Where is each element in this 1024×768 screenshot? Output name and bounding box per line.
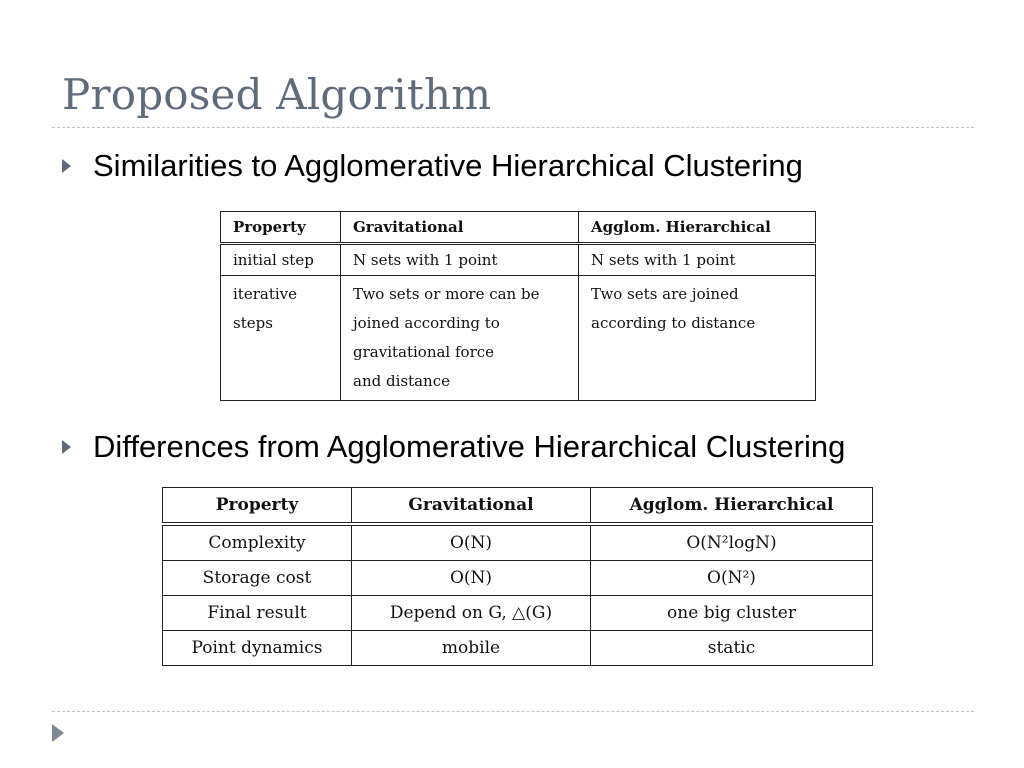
cell-agglomerative: O(N²logN) [591, 524, 873, 561]
cell-property: Complexity [163, 524, 352, 561]
table-row [163, 596, 873, 631]
header-property: Property [221, 212, 341, 244]
table-row [163, 524, 873, 561]
bullet-similarities [62, 148, 803, 184]
cell-property: iterative steps [221, 276, 341, 401]
cell-gravitational: O(N) [352, 561, 591, 596]
cell-agglomerative: O(N²) [591, 561, 873, 596]
triangle-right-icon [62, 159, 71, 173]
header-agglomerative: Agglom. Hierarchical [579, 212, 816, 244]
cell-gravitational: O(N) [352, 524, 591, 561]
slide-title: Proposed Algorithm [62, 70, 492, 119]
table-row [221, 276, 816, 401]
next-slide-arrow-icon[interactable] [52, 724, 64, 742]
table-row [221, 244, 816, 276]
table-row [163, 561, 873, 596]
header-agglomerative: Agglom. Hierarchical [591, 488, 873, 525]
cell-agglomerative: one big cluster [591, 596, 873, 631]
cell-property: Storage cost [163, 561, 352, 596]
cell-gravitational: N sets with 1 point [341, 244, 579, 276]
cell-property: Final result [163, 596, 352, 631]
bullet-text: Similarities to Agglomerative Hierarchical Clustering [93, 148, 803, 183]
differences-table [162, 487, 873, 666]
cell-property: initial step [221, 244, 341, 276]
footer-divider [52, 711, 974, 712]
table-header-row [221, 212, 816, 244]
header-property: Property [163, 488, 352, 525]
bullet-differences [62, 429, 845, 465]
cell-agglomerative: static [591, 631, 873, 666]
similarities-table [220, 211, 816, 401]
table-row [163, 631, 873, 666]
table-header-row [163, 488, 873, 525]
cell-property: Point dynamics [163, 631, 352, 666]
title-divider [52, 127, 974, 128]
cell-gravitational: Two sets or more can be joined according to gravitational force and distance [341, 276, 579, 401]
bullet-text: Differences from Agglomerative Hierarchical Clustering [93, 429, 846, 464]
header-gravitational: Gravitational [341, 212, 579, 244]
cell-gravitational: Depend on G, △(G) [352, 596, 591, 631]
cell-agglomerative: Two sets are joined according to distance [579, 276, 816, 401]
cell-gravitational: mobile [352, 631, 591, 666]
header-gravitational: Gravitational [352, 488, 591, 525]
triangle-right-icon [62, 440, 71, 454]
cell-agglomerative: N sets with 1 point [579, 244, 816, 276]
